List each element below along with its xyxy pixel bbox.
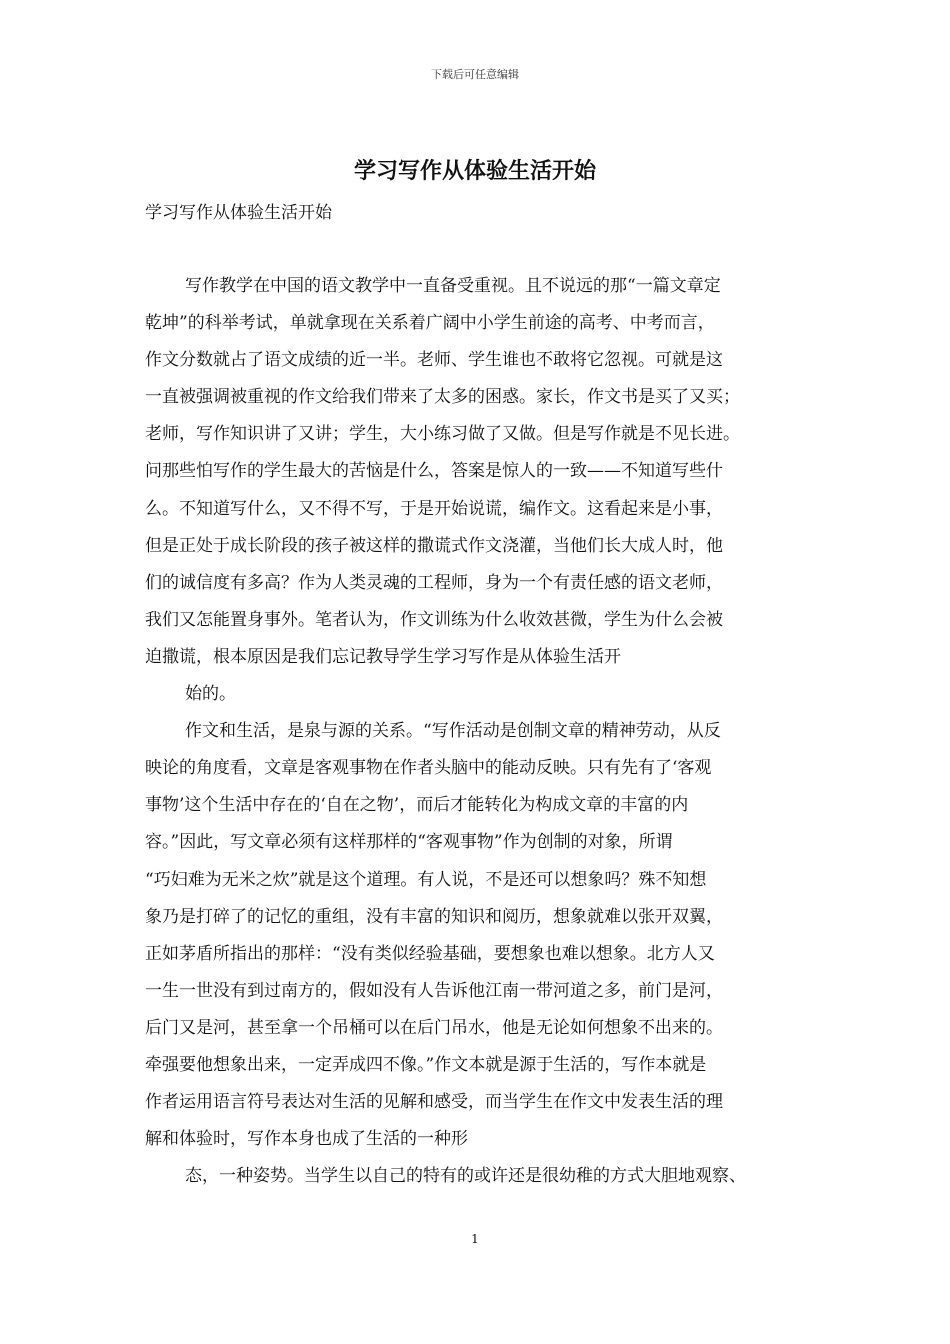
text-line: 态，一种姿势。当学生以自己的特有的或许还是很幼稚的方式大胆地观察、 <box>185 1166 746 1187</box>
text-line: 一生一世没有到过南方的，假如没有人告诉他江南一带河道之多，前门是河， <box>145 980 723 1001</box>
text-line: 迫撒谎，根本原因是我们忘记教导学生学习写作是从体验生活开 <box>145 646 621 667</box>
text-line: 一直被强调被重视的作文给我们带来了太多的困惑。家长，作文书是买了又买； <box>145 387 740 408</box>
text-line: 作文分数就占了语文成绩的近一半。老师、学生谁也不敢将它忽视。可就是这 <box>145 350 723 371</box>
text-line: 始的。 <box>185 684 236 705</box>
text-line: 牵强要他想象出来，一定弄成四不像。”作文本就是源于生活的，写作本就是 <box>145 1054 707 1075</box>
text-line: 后门又是河，甚至拿一个吊桶可以在后门吊水，他是无论如何想象不出来的。 <box>145 1017 723 1038</box>
text-line: 但是正处于成长阶段的孩子被这样的撒谎式作文浇灌，当他们长大成人时，他 <box>145 535 723 556</box>
page-number: 1 <box>471 1232 479 1246</box>
text-line: 作文和生活，是泉与源的关系。“写作活动是创制文章的精神劳动，从反 <box>185 721 721 742</box>
document-subtitle: 学习写作从体验生活开始 <box>145 203 332 223</box>
text-line: 正如茅盾所指出的那样：“没有类似经验基础，要想象也难以想象。北方人又 <box>145 943 715 964</box>
text-line: “巧妇难为无米之炊”就是这个道理。有人说，不是还可以想象吗？殊不知想 <box>145 869 707 890</box>
text-line: 老师，写作知识讲了又讲；学生，大小练习做了又做。但是写作就是不见长进。 <box>145 424 740 445</box>
page-header-note: 下载后可任意编辑 <box>431 68 519 81</box>
text-line: 解和体验时，写作本身也成了生活的一种形 <box>145 1129 468 1150</box>
text-line: 问那些怕写作的学生最大的苦恼是什么，答案是惊人的一致——不知道写些什 <box>145 461 723 482</box>
text-line: 映论的角度看，文章是客观事物在作者头脑中的能动反映。只有先有了‘客观 <box>145 758 712 779</box>
text-line: 容。”因此，写文章必须有这样那样的“客观事物”作为创制的对象，所谓 <box>145 832 673 853</box>
text-line: 乾坤”的科举考试，单就拿现在关系着广阔中小学生前途的高考、中考而言， <box>145 313 715 334</box>
text-line: 我们又怎能置身事外。笔者认为，作文训练为什么收效甚微，学生为什么会被 <box>145 609 723 630</box>
document-title: 学习写作从体验生活开始 <box>353 159 596 184</box>
text-line: 么。不知道写什么，又不得不写，于是开始说谎，编作文。这看起来是小事， <box>145 498 723 519</box>
text-line: 作者运用语言符号表达对生活的见解和感受，而当学生在作文中发表生活的理 <box>145 1092 723 1113</box>
body-text <box>145 268 810 1195</box>
text-line: 事物’这个生活中存在的‘自在之物’，而后才能转化为构成文章的丰富的内 <box>145 795 689 816</box>
text-line: 象乃是打碎了的记忆的重组，没有丰富的知识和阅历，想象就难以张开双翼， <box>145 906 723 927</box>
text-line: 写作教学在中国的语文教学中一直备受重视。且不说远的那“一篇文章定 <box>185 276 721 296</box>
text-line: 们的诚信度有多高？作为人类灵魂的工程师，身为一个有责任感的语文老师， <box>145 572 723 593</box>
